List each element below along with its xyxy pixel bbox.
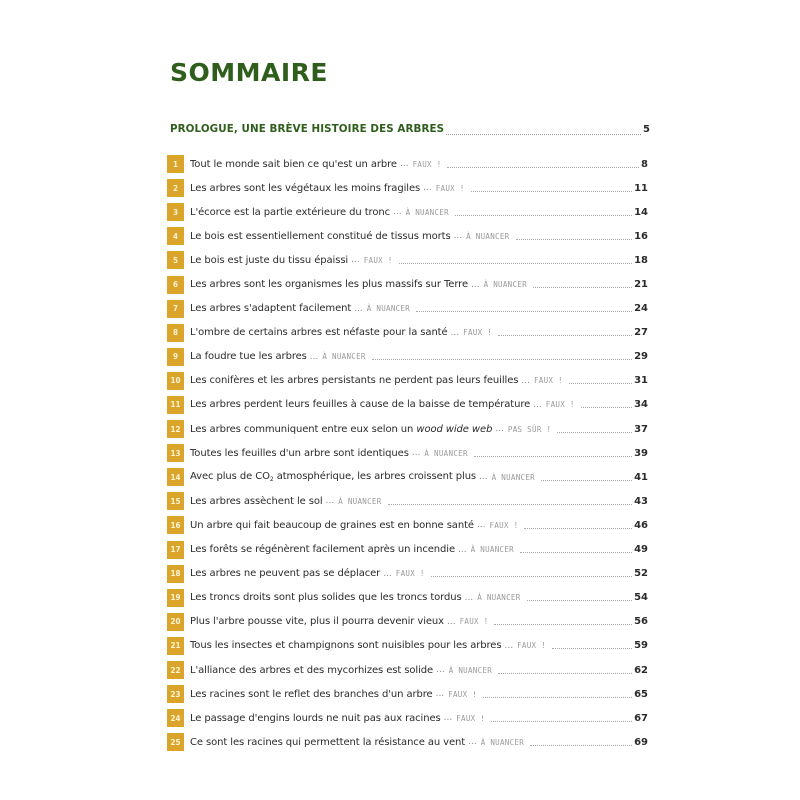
chapter-number-badge: 13 xyxy=(167,444,184,462)
entry-page-number: 54 xyxy=(634,592,648,604)
chapter-number-badge: 9 xyxy=(167,348,184,366)
chapter-number-badge: 3 xyxy=(167,203,184,221)
dot-leader xyxy=(527,600,633,601)
ellipsis: ... xyxy=(453,231,463,242)
entry-title-subscript: 2 xyxy=(269,476,274,484)
ellipsis: ... xyxy=(354,303,363,314)
toc-entry[interactable] xyxy=(167,513,648,537)
ellipsis: ... xyxy=(468,737,477,748)
entry-title-text: L'alliance des arbres et des mycorhizes est solide xyxy=(190,664,434,676)
dot-leader xyxy=(416,311,632,312)
entry-title xyxy=(190,592,462,603)
toc-entry[interactable] xyxy=(167,152,648,176)
entry-title-text: Toutes les feuilles d'un arbre sont identiques xyxy=(190,447,409,459)
entry-title xyxy=(190,713,441,724)
toc-entry[interactable] xyxy=(167,200,648,224)
dot-leader xyxy=(498,335,632,336)
verdict-label: FAUX ! xyxy=(435,183,465,193)
chapter-number-badge: 4 xyxy=(167,227,184,245)
verdict-label: FAUX ! xyxy=(456,713,486,723)
dot-leader xyxy=(530,745,632,746)
ellipsis: ... xyxy=(436,665,445,676)
toc-entry[interactable] xyxy=(167,272,648,296)
entry-title-text: Les conifères et les arbres persistants ne perdent pas leurs feuilles xyxy=(190,375,519,387)
toc-entry[interactable] xyxy=(167,658,648,682)
dot-leader xyxy=(581,407,632,408)
toc-entry[interactable] xyxy=(167,489,648,513)
toc-entry[interactable] xyxy=(167,634,648,658)
chapter-number-badge: 5 xyxy=(167,251,184,269)
toc-entry[interactable] xyxy=(167,176,648,200)
prologue-label: PROLOGUE, UNE BRÈVE HISTOIRE DES ARBRES xyxy=(170,123,445,135)
entry-title xyxy=(190,327,448,338)
ellipsis: ... xyxy=(435,689,445,700)
dot-leader xyxy=(498,673,632,674)
dot-leader xyxy=(447,167,639,168)
entry-title xyxy=(190,183,420,194)
entry-title xyxy=(190,665,433,676)
verdict-label: FAUX ! xyxy=(489,520,519,530)
chapter-number-badge: 10 xyxy=(167,372,184,390)
entry-title xyxy=(190,303,351,314)
toc-entry[interactable] xyxy=(167,393,648,417)
toc-entry[interactable] xyxy=(167,586,648,610)
toc-entry[interactable] xyxy=(167,369,648,393)
toc-entry[interactable] xyxy=(167,465,648,489)
verdict-label: À NUANCER xyxy=(338,496,382,506)
chapter-number-badge: 24 xyxy=(167,709,184,727)
verdict-label: À NUANCER xyxy=(470,545,514,555)
entry-title-text: Le bois est essentiellement constitué de tissus morts xyxy=(190,230,451,242)
verdict-label: À NUANCER xyxy=(424,448,468,458)
ellipsis: ... xyxy=(464,592,474,603)
verdict-label: FAUX ! xyxy=(448,689,478,699)
entry-title xyxy=(190,424,492,435)
entry-title-text: Les troncs droits sont plus solides que les troncs tordus xyxy=(190,592,462,604)
entry-title-text: Avec plus de CO xyxy=(190,471,270,483)
ellipsis: ... xyxy=(392,207,402,218)
chapter-number-badge: 22 xyxy=(167,661,184,679)
dot-leader xyxy=(524,528,632,529)
entry-title xyxy=(190,375,518,386)
verdict-label: FAUX ! xyxy=(463,328,493,338)
chapter-number-badge: 19 xyxy=(167,589,184,607)
entry-page-number: 52 xyxy=(634,568,648,580)
entry-title-italic: wood wide web xyxy=(416,423,493,435)
verdict-label: FAUX ! xyxy=(459,617,489,627)
ellipsis: ... xyxy=(446,616,456,627)
ellipsis: ... xyxy=(476,520,486,531)
entry-title-text: Tous les insectes et champignons sont nuisibles pour les arbres xyxy=(190,640,502,652)
entry-title xyxy=(190,689,433,700)
entry-title xyxy=(190,159,397,170)
entry-title-text: Tout le monde sait bien ce qu'est un arbre xyxy=(190,158,397,170)
entry-page-number: 59 xyxy=(634,640,648,652)
entry-page-number: 37 xyxy=(634,423,648,435)
verdict-label: À NUANCER xyxy=(466,231,510,241)
ellipsis: ... xyxy=(351,255,360,266)
toc-entry[interactable] xyxy=(167,248,648,272)
chapter-number-badge: 14 xyxy=(167,468,184,486)
ellipsis: ... xyxy=(399,159,409,170)
toc-entry[interactable] xyxy=(167,321,648,345)
entry-title xyxy=(190,471,476,483)
entry-page-number: 41 xyxy=(634,471,648,483)
entry-title xyxy=(190,448,409,459)
entry-page-number: 27 xyxy=(634,327,648,339)
entry-title xyxy=(190,616,444,627)
entry-page-number: 31 xyxy=(634,375,648,387)
entry-title xyxy=(190,520,474,531)
ellipsis: ... xyxy=(309,351,319,362)
entry-title xyxy=(190,207,390,218)
toc-entry[interactable] xyxy=(167,345,648,369)
dot-leader xyxy=(455,215,632,216)
toc-entry-list xyxy=(167,152,648,754)
entry-title-text: Les forêts se régénèrent facilement après un incendie xyxy=(190,544,456,556)
ellipsis: ... xyxy=(495,424,504,435)
entry-page-number: 34 xyxy=(634,399,648,411)
chapter-number-badge: 17 xyxy=(167,541,184,559)
entry-page-number: 29 xyxy=(634,351,648,363)
entry-title-text: L'ombre de certains arbres est néfaste pour la santé xyxy=(190,327,448,339)
verdict-label: FAUX ! xyxy=(412,159,442,169)
chapter-number-badge: 16 xyxy=(167,516,184,534)
dot-leader xyxy=(541,480,632,481)
ellipsis: ... xyxy=(458,544,467,555)
entry-page-number: 62 xyxy=(634,664,648,676)
toc-entry[interactable] xyxy=(167,297,648,321)
chapter-number-badge: 12 xyxy=(167,420,184,438)
chapter-number-badge: 8 xyxy=(167,324,184,342)
verdict-label: PAS SÛR ! xyxy=(507,424,552,434)
page-title: SOMMAIRE xyxy=(170,58,328,87)
entry-title xyxy=(190,640,501,651)
entry-title-text: Les arbres communiquent entre eux selon un xyxy=(190,423,414,435)
toc-entry[interactable] xyxy=(167,417,648,441)
dot-leader xyxy=(431,576,632,577)
ellipsis: ... xyxy=(479,472,488,483)
dot-leader xyxy=(474,456,632,457)
chapter-number-badge: 1 xyxy=(167,155,184,173)
dot-leader xyxy=(533,287,632,288)
entry-title-text: Le passage d'engins lourds ne nuit pas aux racines xyxy=(190,712,441,724)
dot-leader xyxy=(399,263,632,264)
entry-title-text: Plus l'arbre pousse vite, plus il pourra devenir vieux xyxy=(190,616,444,628)
dot-leader xyxy=(372,359,632,360)
entry-title-text: Les arbres sont les végétaux les moins fragiles xyxy=(190,182,421,194)
entry-page-number: 43 xyxy=(634,495,648,507)
toc-entry[interactable] xyxy=(167,441,648,465)
dot-leader xyxy=(494,624,632,625)
verdict-label: FAUX ! xyxy=(395,569,425,579)
entry-title-text: Les arbres assèchent le sol xyxy=(190,495,323,507)
entry-page-number: 65 xyxy=(634,688,648,700)
dot-leader xyxy=(491,721,632,722)
dot-leader xyxy=(446,133,641,135)
ellipsis: ... xyxy=(471,279,480,290)
ellipsis: ... xyxy=(504,640,514,651)
entry-title-text: Le bois est juste du tissu épaissi xyxy=(190,254,349,266)
chapter-number-badge: 20 xyxy=(167,613,184,631)
entry-page-number: 69 xyxy=(634,736,648,748)
verdict-label: FAUX ! xyxy=(533,376,563,386)
entry-page-number: 49 xyxy=(634,544,648,556)
ellipsis: ... xyxy=(533,399,542,410)
ellipsis: ... xyxy=(383,568,392,579)
verdict-label: À NUANCER xyxy=(405,207,449,217)
chapter-number-badge: 7 xyxy=(167,300,184,318)
entry-title xyxy=(190,231,451,242)
dot-leader xyxy=(569,383,632,384)
entry-title-text: L'écorce est la partie extérieure du tronc xyxy=(190,206,390,218)
verdict-label: À NUANCER xyxy=(322,352,366,362)
entry-title-after: atmosphérique, les arbres croissent plus xyxy=(273,471,477,483)
ellipsis: ... xyxy=(443,713,453,724)
entry-title xyxy=(190,568,380,579)
entry-title-text: Les arbres s'adaptent facilement xyxy=(190,303,352,315)
toc-entry[interactable] xyxy=(167,562,648,586)
entry-title xyxy=(190,351,307,362)
verdict-label: À NUANCER xyxy=(366,304,411,314)
dot-leader xyxy=(516,239,633,240)
entry-title xyxy=(190,399,530,410)
entry-page-number: 14 xyxy=(634,206,648,218)
toc-entry[interactable] xyxy=(167,610,648,634)
entry-title-text: Les racines sont le reflet des branches d'un arbre xyxy=(190,688,433,700)
entry-title-text: Les arbres ne peuvent pas se déplacer xyxy=(190,568,381,580)
entry-page-number: 46 xyxy=(634,519,648,531)
verdict-label: FAUX ! xyxy=(545,400,575,410)
entry-title-text: Les arbres sont les organismes les plus massifs sur Terre xyxy=(190,279,469,291)
entry-title xyxy=(190,279,468,290)
verdict-label: À NUANCER xyxy=(483,280,527,290)
verdict-label: À NUANCER xyxy=(477,593,521,603)
prologue-page-number: 5 xyxy=(643,124,650,135)
dot-leader xyxy=(552,648,632,649)
toc-prologue-entry[interactable] xyxy=(170,123,650,139)
verdict-label: À NUANCER xyxy=(491,472,535,482)
entry-page-number: 11 xyxy=(634,182,648,194)
verdict-label: À NUANCER xyxy=(448,665,493,675)
entry-page-number: 18 xyxy=(634,254,648,266)
chapter-number-badge: 25 xyxy=(167,733,184,751)
dot-leader xyxy=(520,552,632,553)
chapter-number-badge: 23 xyxy=(167,685,184,703)
entry-title-text: Un arbre qui fait beaucoup de graines est en bonne santé xyxy=(190,519,474,531)
entry-title-text: Ce sont les racines qui permettent la résistance au vent xyxy=(190,736,466,748)
entry-page-number: 67 xyxy=(634,712,648,724)
ellipsis: ... xyxy=(423,183,432,194)
verdict-label: À NUANCER xyxy=(480,737,525,747)
dot-leader xyxy=(471,191,632,192)
chapter-number-badge: 2 xyxy=(167,179,184,197)
entry-title-text: La foudre tue les arbres xyxy=(190,351,307,363)
dot-leader xyxy=(557,432,632,433)
entry-page-number: 39 xyxy=(634,447,648,459)
chapter-number-badge: 21 xyxy=(167,637,184,655)
chapter-number-badge: 6 xyxy=(167,276,184,294)
ellipsis: ... xyxy=(521,375,530,386)
entry-page-number: 16 xyxy=(634,230,648,242)
entry-title-text: Les arbres perdent leurs feuilles à cause de la baisse de température xyxy=(190,399,531,411)
toc-entry[interactable] xyxy=(167,682,648,706)
toc-entry[interactable] xyxy=(167,538,648,562)
chapter-number-badge: 18 xyxy=(167,565,184,583)
verdict-label: FAUX ! xyxy=(517,641,546,651)
entry-title xyxy=(190,544,455,555)
entry-title xyxy=(190,737,465,748)
entry-title xyxy=(190,496,323,507)
entry-page-number: 24 xyxy=(634,303,648,315)
verdict-label: FAUX ! xyxy=(363,255,393,265)
entry-page-number: 8 xyxy=(641,158,648,170)
ellipsis: ... xyxy=(411,448,421,459)
toc-entry[interactable] xyxy=(167,730,648,754)
entry-page-number: 56 xyxy=(634,616,648,628)
dot-leader xyxy=(483,697,632,698)
ellipsis: ... xyxy=(450,327,460,338)
entry-title xyxy=(190,255,348,266)
dot-leader xyxy=(388,504,633,505)
ellipsis: ... xyxy=(325,496,335,507)
chapter-number-badge: 11 xyxy=(167,396,184,414)
entry-page-number: 21 xyxy=(634,279,648,291)
toc-entry[interactable] xyxy=(167,706,648,730)
toc-entry[interactable] xyxy=(167,224,648,248)
chapter-number-badge: 15 xyxy=(167,492,184,510)
